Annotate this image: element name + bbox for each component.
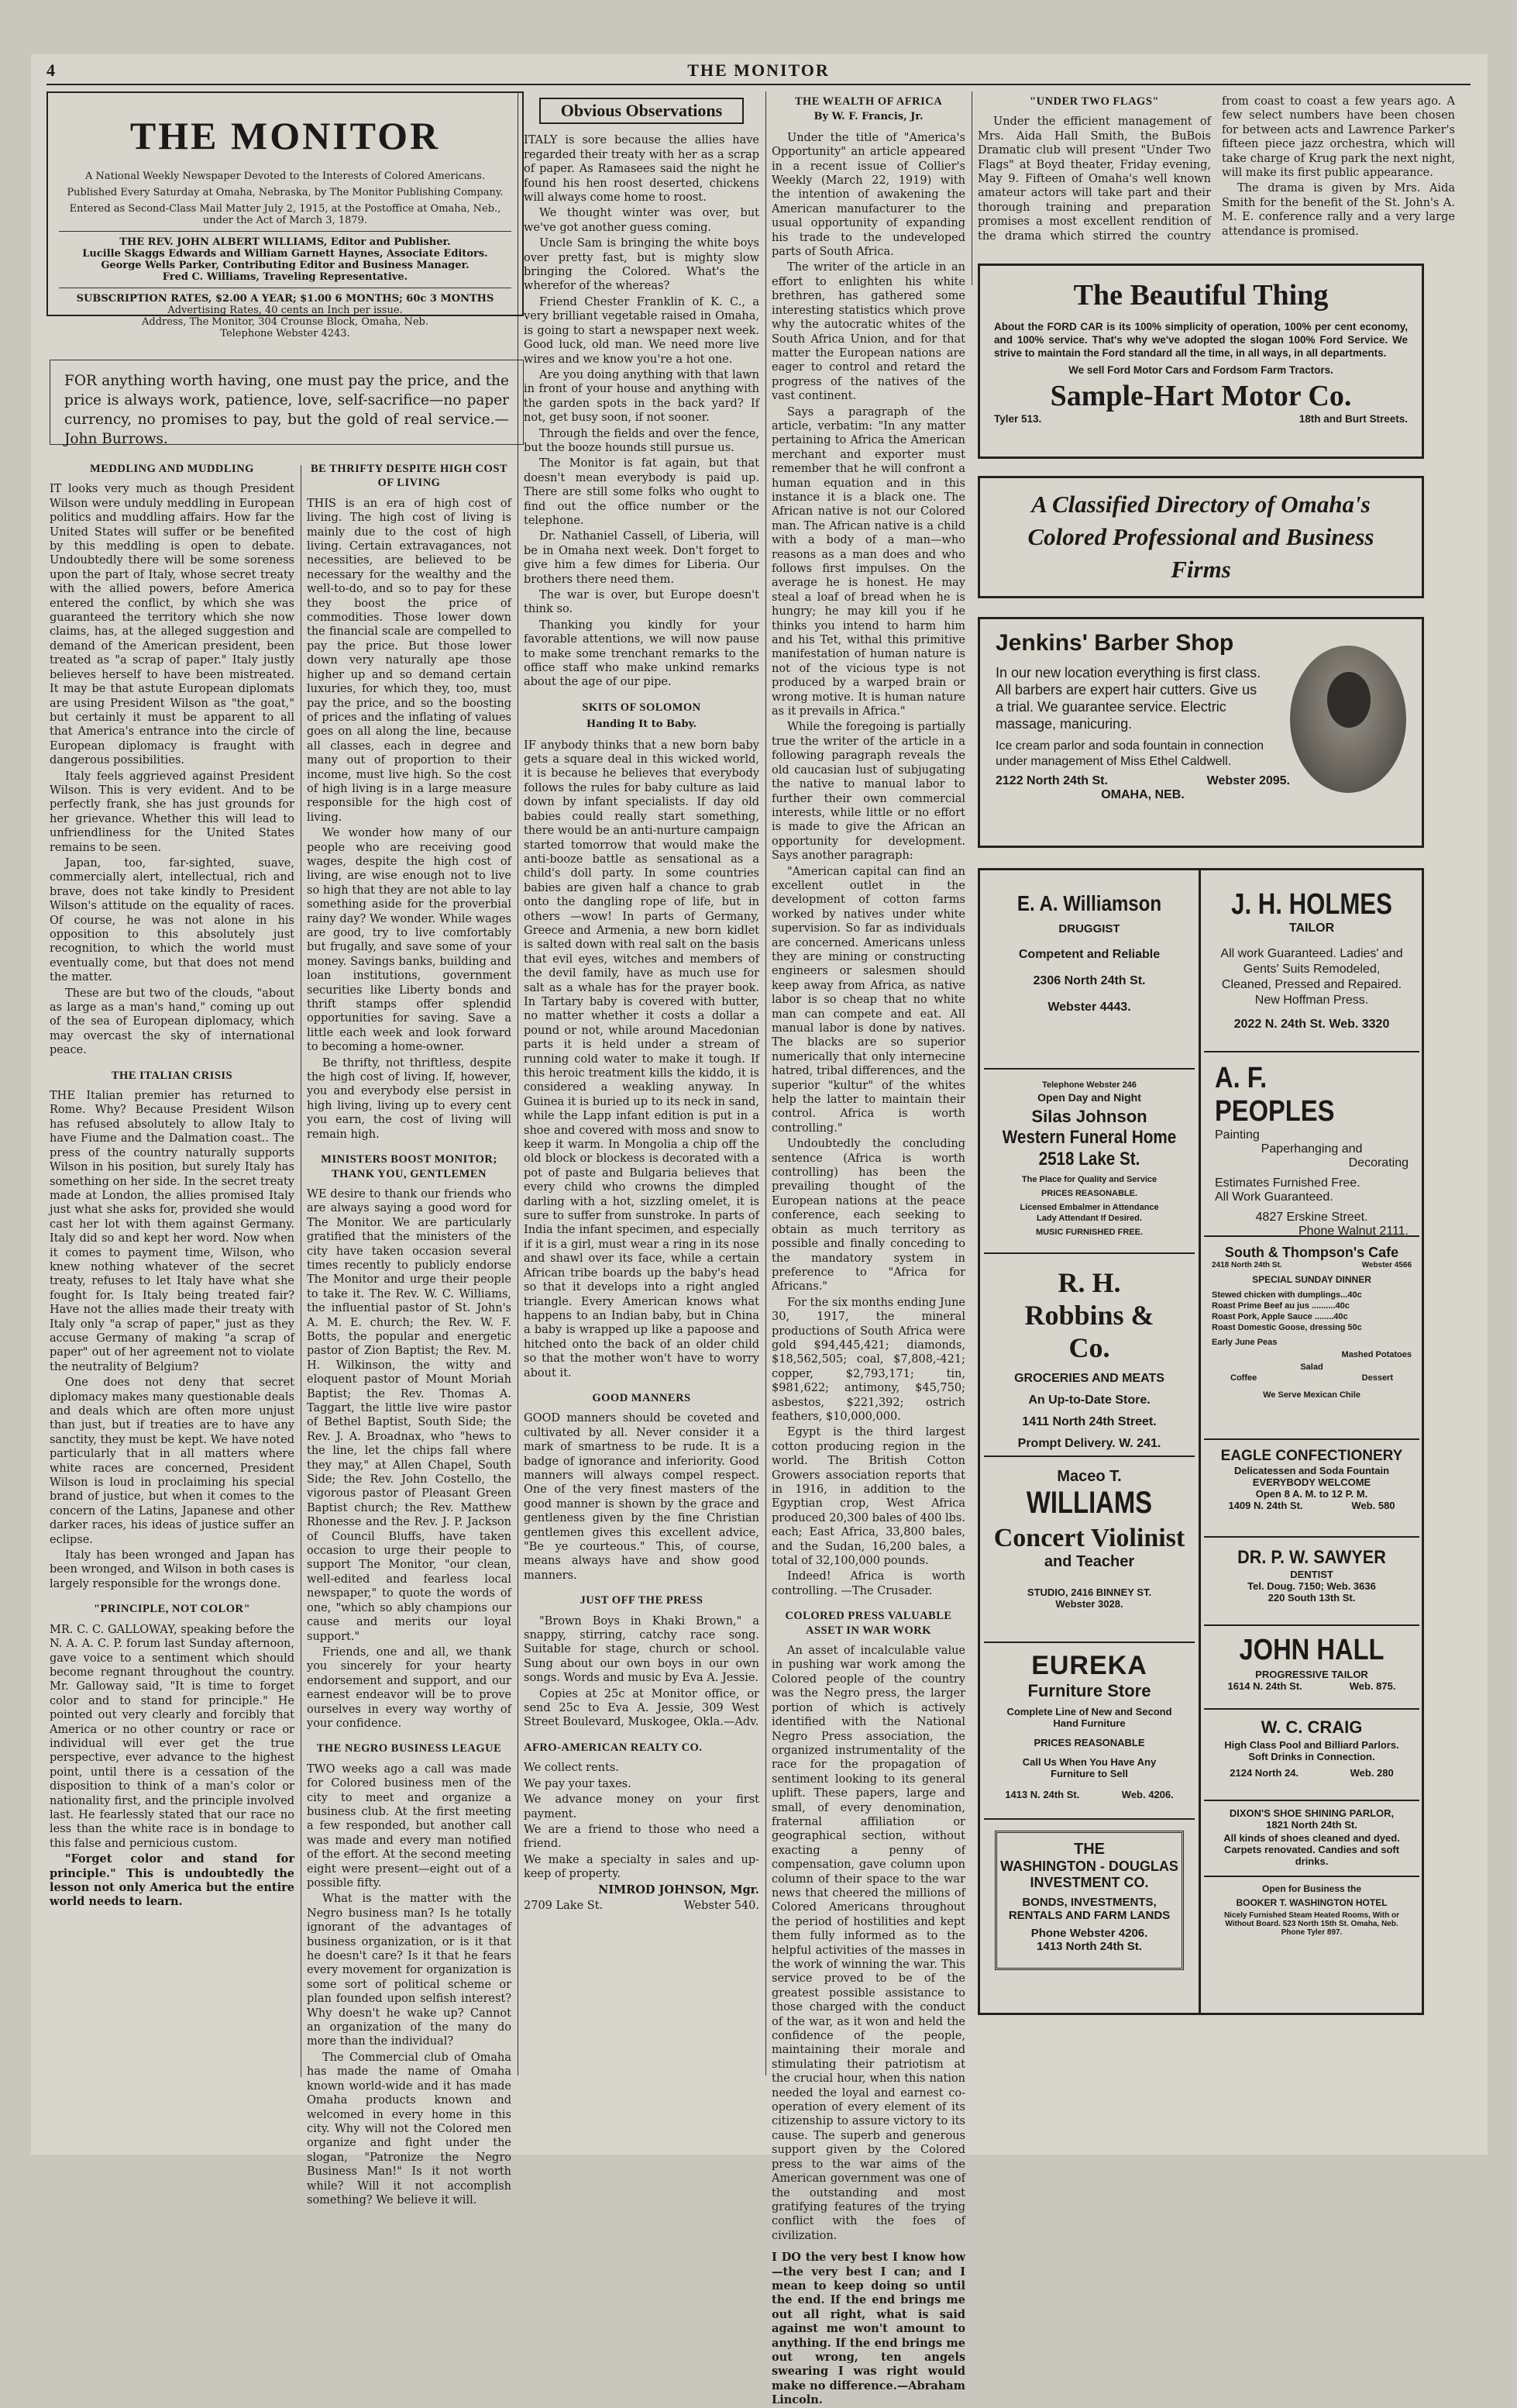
wd-l4: BONDS, INVESTMENTS, RENTALS AND FARM LANDS	[1008, 1896, 1171, 1922]
eureka-phone: Web. 4206.	[1121, 1789, 1174, 1800]
masthead-tagline: A National Weekly Newspaper Devoted to the Interests of Colored Americans.	[85, 171, 485, 182]
thrifty-p1: THIS is an era of high cost of living. The high cost of living is mainly due to the cost of high living. Certain extravagances, not necessities, are believed to be necessary for the wealthy and the well-to-do, and so to pay for these they boost the price of commodities. Those lower down the financial scale are compelled to pay the price. But those lower down very naturally ape those higher up and so demand certain luxuries, for which they, too, must pay the price, and so the boosting of prices and the inflating of values goes on all along the line, because all classes, each in degree and many out of proportion to their income, must live high. So the cost of high living is in a large measure responsible for the high cost of living.	[307, 497, 511, 824]
meddling-title: MEDDLING AND MUDDLING	[90, 463, 254, 475]
obvious-p5: Are you doing anything with that lawn in front of your house and anything with the garden spots in the back yard? If not, get busy soon, if not sooner.	[524, 368, 759, 425]
jenkins-city: OMAHA, NEB.	[1101, 788, 1185, 801]
craig-l1: High Class Pool and Billiard Parlors. Soft Drinks in Connection.	[1224, 1739, 1399, 1762]
ford-phone: Tyler 513.	[994, 413, 1042, 425]
cafe-menu-item: Mashed Potatoes	[1341, 1350, 1412, 1359]
skits-subtitle: Handing It to Baby.	[586, 718, 697, 731]
ford-tractors: We sell Ford Motor Cars and Fordsom Farm Tractors.	[1068, 364, 1333, 376]
jenkins-ad	[978, 617, 1424, 848]
realty-phone: Webster 540.	[683, 1899, 759, 1912]
thrifty-p3: Be thrifty, not thriftless, despite the high cost of living. If, however, you and everybody else persist in high living, living up to every cent you earn, the cost of living will remain high.	[307, 1056, 511, 1141]
cafe-phone: Webster 4566	[1361, 1261, 1412, 1269]
italian-p2: One does not deny that secret diplomacy makes many questionable deals and deals which are often more unjust than just, but if treaties are to have any sanctity, they must be kept. We have noted particularly that in all matters where white races are concerned, President Wilson is loud in proclaiming his special brand of justice, but when it comes to the concern of the Latins, Japanese and other darker races, his ideas of justice suffer an eclipse.	[50, 1376, 294, 1546]
realty-l2: We pay your taxes.	[524, 1777, 631, 1790]
booker-l1: Open for Business the	[1261, 1883, 1362, 1894]
eagle-address: 1409 N. 24th St.	[1228, 1500, 1303, 1511]
booker-body: Nicely Furnished Steam Heated Rooms, With or Without Board. 523 North 15th St. Omaha, Neb. Phone Tyler 897.	[1223, 1911, 1400, 1937]
colored-press-title: COLORED PRESS VALUABLE ASSET IN WAR WORK	[785, 1610, 952, 1637]
colored-press-p1: An asset of incalculable value in pushing war work among the Colored people of the country was the Negro press, the larger portion of which is actively identified with the National Negro Press association, the organized instrumentality of the race for the propagation of sentiment looking to its general uplift. These papers, large and small, of every denomination, fraternal affiliation or geographical section, without exacting a penny of compensation, gave column upon column of their space to the war news that cheered the millions of Colored Americans throughout the period of hostilities and kept them fully informed as to the helpful activities of the masses in the work of winning the war. This service proved to be of the greatest possible assistance to those charged with the conduct of the war, as it won and held the confidence of the people, maintaining their morale and stimulating their patriotism at the crucial hour, when this nation needed the loyal and earnest co-operation of every element of its citizenship to assure victory to its cause. The superb and generous support given by the Colored press to the war aims of the American government was one of the outstanding and most gratifying features of the trying conflict with the foes of civilization.	[772, 1645, 965, 2242]
sawyer-ad	[1204, 1538, 1419, 1626]
negro-business-title: THE NEGRO BUSINESS LEAGUE	[316, 1742, 502, 1755]
paper-name: THE MONITOR	[687, 60, 830, 80]
peoples-l5: All Work Guaranteed.	[1215, 1190, 1333, 1204]
obvious-title: Obvious Observations	[539, 98, 744, 124]
realty-l5: We make a specialty in sales and up-keep of property.	[524, 1853, 759, 1881]
obvious-p4: Friend Chester Franklin of K. C., a very brilliant vegetable raised in Omaha, is going to start a newspaper next week. Good luck, old man. We need more live wires and we know you're a hot one.	[524, 295, 759, 366]
column-3	[524, 95, 759, 2079]
peoples-address: 4827 Erskine Street.	[1255, 1211, 1368, 1224]
press-p2: Copies at 25c at Monitor office, or send 25c to Eva A. Jessie, 309 West Street Boulevard, Muskogee, Okla.—Adv.	[524, 1687, 759, 1729]
directory-title: A Classified Directory of Omaha's Colored Professional and Business Firms	[1027, 491, 1374, 583]
craig-address: 2124 North 24.	[1230, 1767, 1299, 1779]
two-flags-article	[978, 95, 1455, 288]
johnson-address: 2518 Lake St.	[1038, 1149, 1140, 1170]
principle-p1: MR. C. C. GALLOWAY, speaking before the N. A. A. C. P. forum last Sunday afternoon, gave voice to a sentiment which should become regnant throughout the country. Mr. Galloway said, "It is time to forget color and to stand for principle." He pointed out very clearly and forcibly that America or no other country or race or individual will ever get the true perspective, ever advance to the highest point, until there is a cessation of the disposition to think of a man's color or nationality first, and the principle involved last. He fearlessly stated that our race no less than the white race is in bondage to this false and pernicious custom.	[50, 1623, 294, 1850]
italian-crisis-title: THE ITALIAN CRISIS	[111, 1069, 233, 1082]
eureka-l2: PRICES REASONABLE	[1034, 1737, 1145, 1748]
page-number: 4	[46, 60, 57, 80]
africa-p1: Under the title of "America's Opportunity" an article appeared in a recent issue of Collier's Weekly (March 22, 1919) with the intention of awakening the American manufacturer to the usual opportunity of expanding his trade to the undeveloped parts of South Africa.	[772, 131, 965, 259]
booker-hotel-ad	[1204, 1877, 1419, 1937]
eagle-ad	[1204, 1440, 1419, 1538]
cafe-special: SPECIAL SUNDAY DINNER	[1252, 1274, 1371, 1285]
skits-p1: IF anybody thinks that a new born baby gets a square deal in this wicked world, it is because he believes that everybody follows the rules for baby culture as laid down by infant specialists. If day old babies could really start something, there would be an anti-nurture campaign started tomorrow that would make the anti-booze battle as sensational as a child's doll party. In some countries babies are given half a chance to grab onto the dangling rope of life, but in others —wow! In parts of Germany, Greece and Armenia, a new born kidlet is salted down with real salt on the basis that evil eyes, witches and members of the devil family, have as much use for salt as a whale has for the prayer book. In Tartary baby is covered with butter, no matter whether it costs a dollar a pound or not, while around Macedonian parts it is held under a stream of running cold water to make it tough. If this heroic treatment kills the kiddo, it is considered a weakling anyway. In Guinea it is buried up to its neck in sand, while the Lapp infant edition is put in a shoe and covered with moss and snow to keep it warm. In Mongolia a chip off the old block or blockess is decorated with a pot of paste and Bulgaria believes that every child who crowns the dimpled darling with a hot, sizzling omelet, it is sure to suffer from sunstroke. In parts of India the infant specimen, and especially if it is a girl, must wear a ring in its nose and shawl over its face, while a certain African tribe boards up the baby's head so that it develops into a right angled triangle. Every American knows what happens to an Indian baby, but in China a baby is wrapped up like a papoose and hitched onto the back of an older child so that the mother won't have to worry about it.	[524, 739, 759, 1380]
meddling-p4: These are but two of the clouds, "about as large as a man's hand," coming up out of the sea of European diplomacy, which may overcast the sky of international peace.	[50, 987, 294, 1057]
meddling-p3: Japan, too, far-sighted, suave, commercially alert, intellectual, rich and brave, does not take kindly to President Wilson's attitude on the equality of races. Of course, he was not alone in his opposition to this absolutely just recognition, to which the world must eventually come, but that does not mend the matter.	[50, 856, 294, 984]
williamson-phone: Webster 4443.	[1047, 1001, 1131, 1014]
masthead-entry: Entered as Second-Class Mail Matter July 2, 1915, at the Postoffice at Omaha, Neb., under the Act of March 3, 1879.	[69, 203, 501, 226]
column-1	[50, 462, 294, 2082]
williamson-slogan: Competent and Reliable	[1018, 948, 1161, 961]
washington-douglas-ad	[995, 1831, 1184, 1970]
robbins-l1: An Up-to-Date Store.	[1028, 1393, 1151, 1407]
masthead-manager: George Wells Parker, Contributing Editor and Business Manager.	[101, 260, 470, 271]
jenkins-phone: Webster 2095.	[1206, 774, 1290, 787]
sawyer-name: DR. P. W. SAWYER	[1237, 1547, 1386, 1568]
masthead-address: Address, The Monitor, 304 Crounse Block, Omaha, Neb.	[142, 316, 428, 328]
robbins-trade: GROCERIES AND MEATS	[1014, 1372, 1164, 1385]
cafe-menu-item: Salad	[1300, 1362, 1323, 1372]
ford-title: The Beautiful Thing	[1073, 279, 1329, 312]
johnson-l5: MUSIC FURNISHED FREE.	[1035, 1228, 1144, 1237]
peoples-l2: Paperhanging and	[1261, 1142, 1363, 1156]
lincoln-quote: I DO the very best I know how—the very best I can; and I mean to keep doing so until the end. If the end brings me out all right, what is said against me won't amount to anything. If the end brings me out wrong, ten angels swearing I was right would make no difference.—Abraham Lincoln.	[772, 2251, 965, 2407]
maceo-ad	[984, 1457, 1195, 1643]
holmes-name: J. H. HOLMES	[1231, 888, 1392, 921]
williamson-ad	[984, 891, 1195, 1070]
holmes-body: All work Guaranteed. Ladies' and Gents' Suits Remodeled, Cleaned, Pressed and Repaired. New Hoffman Press.	[1220, 947, 1403, 1007]
principle-title: "PRINCIPLE, NOT COLOR"	[93, 1603, 251, 1616]
hall-trade: PROGRESSIVE TAILOR	[1255, 1669, 1368, 1680]
column-rule	[765, 91, 766, 2076]
robbins-ad	[984, 1254, 1195, 1457]
holmes-trade: TAILOR	[1288, 922, 1335, 935]
hall-address: 1614 N. 24th St.	[1227, 1680, 1302, 1692]
williamson-name: E. A. Williamson	[1016, 891, 1162, 915]
obvious-p3: Uncle Sam is bringing the white boys over pretty fast, but is mighty slow bringing the Colored. What's the wherefor of the whereas?	[524, 237, 759, 293]
obvious-p10: Thanking you kindly for your favorable attentions, we will now pause to make some trenchant remarks to the office staff who make unkind remarks about the age of our pipe.	[524, 618, 759, 689]
johnson-business: Western Funeral Home	[1002, 1127, 1177, 1148]
eagle-l2: EVERYBODY WELCOME	[1252, 1476, 1371, 1488]
eureka-l3: Call Us When You Have Any Furniture to Sell	[1022, 1756, 1157, 1779]
ford-address: 18th and Burt Streets.	[1299, 413, 1408, 425]
johnson-phone: Telephone Webster 246	[1042, 1080, 1137, 1090]
cafe-footer: We Serve Mexican Chile	[1263, 1390, 1360, 1400]
italian-p1: THE Italian premier has returned to Rome. Why? Because President Wilson has refused absolutely to allow Italy to have Fiume and the Dalmation coast.. The press of the country naturally supports Wilson in his position, but surely Italy has something on her side. In the secret treaty made at London, the allies promised Italy just what she asks for, provided she would cast her lot with them against Germany. Italy did so and kept her word. Now when it comes to payment time, Wilson, who knew nothing whatever of the secret treaty, refuses to let Italy have what she fought for. Is Italy being treated fair? Have not the allies made their treaty with Italy only "a scrap of paper," just as they accuse Germany of making "a scrap of paper" out of her agreement not to violate the neutrality of Belgium?	[50, 1090, 294, 1373]
jenkins-extra: Ice cream parlor and soda fountain in connection under management of Miss Ethel Caldwell.	[996, 739, 1264, 768]
press-title: JUST OFF THE PRESS	[580, 1594, 703, 1607]
dixon-body: All kinds of shoes cleaned and dyed. Carpets renovated. Candies and soft drinks.	[1223, 1832, 1400, 1867]
masthead-advertising: Advertising Rates, 40 cents an Inch per issue.	[167, 305, 403, 316]
africa-byline: By W. F. Francis, Jr.	[814, 111, 924, 123]
peoples-phone: Phone Walnut 2111.	[1298, 1225, 1409, 1238]
eagle-name: EAGLE CONFECTIONERY	[1220, 1448, 1403, 1464]
ford-company: Sample-Hart Motor Co.	[1050, 380, 1352, 412]
robbins-name: R. H. Robbins & Co.	[1024, 1267, 1154, 1363]
robbins-address: 1411 North 24th Street.	[1022, 1415, 1157, 1428]
sawyer-phone: Tel. Doug. 7150; Web. 3636	[1247, 1580, 1376, 1592]
peoples-ad	[1204, 1052, 1419, 1237]
peoples-l3: Decorating	[1348, 1156, 1409, 1170]
meddling-p1: IT looks very much as though President Wilson were unduly meddling in European politics and muddling affairs. How far the United States will suffer or be benefited by this meddling is open to debate. Undoubtedly there will be some soreness upon the part of Italy, whose secret treaty with the allied powers, before America entered the conflict, by which she was guaranteed the territory which she now claims, has, at the alleged suggestion and demand of the American president, been treated as "a scrap of paper." Italy justly believes herself to have been mistreated. It may be that astute European diplomats are using President Wilson as "the goat," but certainly it must be apparent to all that America's entrance into the circle of European diplomacy is fraught with dangerous possibilities.	[50, 483, 294, 767]
dixon-ad	[1204, 1801, 1419, 1877]
ministers-p1: WE desire to thank our friends who are always saying a good word for The Monitor. We are particularly gratified that the ministers of the city have taken occasion several times recently to publicly endorse The Monitor and urge their people to take it. The Rev. W. C. Williams, the influential pastor of St. John's A. M. E. church; the Rev. W. F. Botts, the popular and energetic pastor of Zion Baptist; the Rev. M. H. Wilkinson, the witty and eloquent pastor of Mount Moriah Baptist; the Rev. Thomas A. Taggart, the little live wire pastor of Bethel Baptist, South Side; the Rev. J. A. Broadnax, who "hews to the line, let the chips fall where they may," at Allen Chapel, South Side; the Rev. John Costello, the vigorous pastor of Pleasant Green Baptist church; the Rev. Matthew Rhonesse and the Rev. J. P. Jackson of Council Bluffs, have taken occasion to urge their people to support The Monitor, "our clean, well-edited and fearless local newspaper," to quote the words of one, "which so ably champions our cause and merits our loyal support."	[307, 1187, 511, 1643]
cafe-name: South & Thompson's Cafe	[1224, 1245, 1399, 1260]
masthead-associates: Lucille Skaggs Edwards and William Garnett Haynes, Associate Editors.	[82, 248, 488, 260]
cafe-menu-item: Stewed chicken with dumplings...40c	[1212, 1290, 1362, 1300]
realty-l4: We are a friend to those who need a friend.	[524, 1823, 759, 1851]
williamson-address: 2306 North 24th St.	[1033, 974, 1146, 987]
africa-p4: While the foregoing is partially true the writer of the article in a following paragraph reveals the old caucasian lust of subjugating the native to manual labor to further their own commercial interests, while little or no effort is made to give the African an opportunity for development. Says another paragraph:	[772, 721, 965, 863]
ministers-title: MINISTERS BOOST MONITOR; THANK YOU, GENTLEMEN	[321, 1153, 497, 1180]
johnson-l3: Licensed Embalmer in Attendance	[1020, 1203, 1159, 1212]
manners-p1: GOOD manners should be coveted and cultivated by all. Never consider it a mark of smartness to be rude. It is a badge of ignorance and inferiority. Good manners will always compel respect. One of the very finest masters of the good manner is shown by the grace and gentleness given by the fine Christian gentlemen gives this excellent advice, "Be ye courteous." This, of course, means always have and show good manners.	[524, 1412, 759, 1582]
masthead-publisher: Published Every Saturday at Omaha, Nebraska, by The Monitor Publishing Company.	[67, 187, 504, 198]
eureka-address: 1413 N. 24th St.	[1005, 1789, 1080, 1800]
craig-ad	[1204, 1710, 1419, 1801]
realty-title: AFRO-AMERICAN REALTY CO.	[524, 1741, 703, 1754]
holmes-address: 2022 N. 24th St. Web. 3320	[1233, 1018, 1390, 1031]
obvious-p8: Dr. Nathaniel Cassell, of Liberia, will be in Omaha next week. Don't forget to give him a few dimes for Liberia. Our brothers there need them.	[524, 530, 759, 586]
africa-p9: Indeed! Africa is worth controlling. —The Crusader.	[772, 1570, 965, 1597]
maceo-studio: STUDIO, 2416 BINNEY ST.	[1027, 1586, 1152, 1598]
eagle-l1: Delicatessen and Soda Fountain	[1233, 1465, 1390, 1476]
cafe-ad	[1204, 1237, 1419, 1440]
williamson-trade: DRUGGIST	[1058, 922, 1120, 935]
africa-p3: Says a paragraph of the article, verbatim: "In any matter pertaining to Africa the American merchant and exporter must remember that he will confront a human equation and in this instance it is a black one. The African native is not our Colored man. The African native is a child with a body of a man—who reasons as a man does and who follows first impulses. On the average he is honest. He may steal a loaf of bread when he is hungry; he may kill you if he thinks you intend to harm him and his Tet, withal this primitive manifestation of human nature is not of the vicious type is not produced by a warped brain or wrong motive. It is human nature as it prevails in Africa."	[772, 405, 965, 718]
business-p2: What is the matter with the Negro business man? Is he totally ignorant of the advantages of business organization, or is it that he doesn't care? Is it that he fears every movement for organization is some sort of political scheme or plan founded upon selfish interest? Why doesn't he wake up? Cannot an organization of the many do more than the individual?	[307, 1893, 511, 2048]
wd-phone: Phone Webster 4206.	[1030, 1927, 1148, 1940]
peoples-name: A. F. PEOPLES	[1215, 1062, 1335, 1128]
johnson-name: Silas Johnson	[1031, 1107, 1147, 1126]
jenkins-body: In our new location everything is first class. All barbers are expert hair cutters. Give us a trial. We guarantee service. Electric massage, manicuring.	[996, 665, 1261, 732]
cafe-menu-item: Roast Prime Beef au jus ..........40c	[1212, 1301, 1350, 1311]
left-ads	[984, 876, 1195, 1970]
jenkins-address: 2122 North 24th St.	[996, 774, 1108, 787]
hall-name: JOHN HALL	[1239, 1634, 1385, 1666]
eagle-phone: Web. 580	[1351, 1500, 1395, 1511]
wd-l3: INVESTMENT CO.	[1030, 1875, 1149, 1890]
africa-p6: Undoubtedly the concluding sentence (Africa is worth controlling) has been the prevailing thought of the European nations at the peace conference, each seeking to obtain as much territory as possible and finally conceding to the mandatory system in preference to "Africa for Africans."	[772, 1138, 965, 1294]
realty-l1: We collect rents.	[524, 1762, 619, 1775]
robbins-l2: Prompt Delivery. W. 241.	[1017, 1437, 1161, 1450]
africa-p2: The writer of the article in an effort to enlighten his white brethren, has gathered some interesting statistics which prove why the autocratic whites of the South Africa Union, and for that matter the European nations are eager to control and retard the progress of the natives of the vast continent.	[772, 261, 965, 403]
italian-p3: Italy has been wronged and Japan has been wronged, and Wilson in both cases is largely responsible for the wrongs done.	[50, 1549, 294, 1590]
masthead-traveling: Fred C. Williams, Traveling Representative.	[162, 271, 408, 283]
obvious-p6: Through the fields and over the fence, but the booze hounds still pursue us.	[524, 427, 759, 454]
johnson-ad	[984, 1070, 1195, 1254]
wd-l2: WASHINGTON - DOUGLAS	[1000, 1859, 1178, 1874]
johnson-l1: The Place for Quality and Service	[1021, 1175, 1158, 1184]
africa-p7: For the six months ending June 30, 1917, the mineral productions of South Africa were gold $94,445,421; diamonds, $18,562,505; coal, $7,808,-421; copper, $2,793,171; tin, $981,622; antimony, $45,750; asbestos, $221,392; ostrich feathers, $10,000,000.	[772, 1296, 965, 1423]
hall-ad	[1204, 1626, 1419, 1710]
cafe-menu-item: Roast Pork, Apple Sauce ........40c	[1212, 1312, 1348, 1321]
cafe-menu-item: Coffee	[1230, 1373, 1257, 1383]
dixon-name: DIXON'S SHOE SHINING PARLOR, 1821 North 24th St.	[1229, 1807, 1395, 1831]
maceo-name: WILLIAMS	[1026, 1486, 1153, 1520]
johnson-hours: Open Day and Night	[1037, 1091, 1141, 1104]
principle-p2: "Forget color and stand for principle." This is undoubtedly the lesson not only America but the entire world needs to learn.	[50, 1852, 294, 1909]
masthead-title: THE MONITOR	[129, 114, 441, 157]
masthead-editor: THE REV. JOHN ALBERT WILLIAMS, Editor and Publisher.	[119, 236, 451, 248]
wd-address: 1413 North 24th St.	[1037, 1940, 1142, 1953]
africa-title: THE WEALTH OF AFRICA	[794, 95, 943, 108]
maceo-phone: Webster 3028.	[1055, 1598, 1123, 1610]
right-ads	[1204, 876, 1419, 1937]
business-p3: The Commercial club of Omaha has made the name of Omaha known world-wide and it has made Omaha products known and welcomed in every home in this city. Why will not the Colored men organize and fight under the slogan, "Patronize the Negro Business Man!" Is it not worth while? Will it not accomplish something? We believe it will.	[307, 2051, 511, 2206]
press-p1: "Brown Boys in Khaki Brown," a snappy, stirring, catchy race song. Suitable for stage, church or school. Sung about our own boys in our own songs. Words and music by Eva A. Jessie.	[524, 1614, 759, 1685]
obvious-p2: We thought winter was over, but we've got another guess coming.	[524, 207, 759, 234]
jenkins-title: Jenkins' Barber Shop	[996, 630, 1234, 656]
maceo-trade: Concert Violinist	[993, 1524, 1185, 1552]
barber-portrait	[1290, 646, 1406, 793]
craig-phone: Web. 280	[1350, 1767, 1394, 1779]
sawyer-trade: DENTIST	[1290, 1569, 1333, 1580]
realty-signature: NIMROD JOHNSON, Mgr.	[598, 1883, 759, 1896]
holmes-ad	[1204, 876, 1419, 1052]
column-2	[307, 462, 511, 2206]
running-header	[46, 60, 1471, 85]
johnson-l2: PRICES REASONABLE.	[1041, 1189, 1138, 1198]
masthead	[46, 91, 524, 339]
cafe-menu-item: Early June Peas	[1212, 1338, 1278, 1347]
obvious-p7: The Monitor is fat again, but that doesn't mean everybody is paid up. There are still some folks who ought to find out the office number or the telephone.	[524, 457, 759, 527]
peoples-l4: Estimates Furnished Free.	[1215, 1176, 1360, 1190]
africa-p8: Egypt is the third largest cotton producing region in the world. The British Cotton Growers association reports that in 1916, in addition to the Egyptian crop, West Africa produced 20,300 bales of 400 lbs. each; East Africa, 33,800 bales, and the Sudan, 16,200 bales, a total of 32,100,000 pounds.	[772, 1426, 965, 1568]
craig-name: W. C. CRAIG	[1261, 1717, 1363, 1737]
directory-banner	[978, 476, 1424, 598]
eureka-ad	[984, 1643, 1195, 1820]
eureka-l1: Complete Line of New and Second Hand Furniture	[1006, 1706, 1172, 1729]
hall-phone: Web. 875.	[1349, 1680, 1396, 1692]
thrifty-p2: We wonder how many of our people who are receiving good wages, despite the high cost of living, are wise enough not to live so high that they are not able to lay something aside for the proverbial rainy day? We wonder. While wages are good, try to live comfortably but frugally, and save some of your money. Savings banks, building and loan institutions, government securities like Liberty bonds and thrift stamps offer splendid opportunities for saving. Save a little each week and look forward to becoming a home-owner.	[307, 827, 511, 1054]
johnson-l4: Lady Attendant If Desired.	[1037, 1214, 1142, 1223]
ford-ad	[978, 264, 1424, 459]
thrifty-title: BE THRIFTY DESPITE HIGH COST OF LIVING	[310, 463, 508, 490]
ministers-p2: Friends, one and all, we thank you sincerely for your hearty endorsement and support, and our earnest endeavor will be to prove ourselves in every way worthy of your confidence.	[307, 1645, 511, 1730]
ford-body: About the FORD CAR is its 100% simplicity of operation, 100% per cent economy, and 100% service. That's why we've adopted the slogan 100% Ford Service. We strive to maintain the Ford standard all the time, in all ways, in all departments.	[994, 321, 1408, 359]
manners-title: GOOD MANNERS	[592, 1391, 691, 1404]
two-flags-p2: The drama is given by Mrs. Aida Smith for the benefit of the St. John's A. M. E. conference rally and a very large attendance is promised.	[1222, 182, 1455, 238]
obvious-p1: ITALY is sore because the allies have regarded their treaty with her as a scrap of paper. As Ramasees said the night he found his hen roost deserted, chickens will always come home to roost.	[524, 134, 759, 205]
booker-name: BOOKER T. WASHINGTON HOTEL	[1236, 1897, 1388, 1908]
realty-address: 2709 Lake St.	[524, 1899, 604, 1912]
cafe-address: 2418 North 24th St.	[1212, 1261, 1282, 1269]
eagle-l3: Open 8 A. M. to 12 P. M.	[1255, 1488, 1368, 1500]
eureka-sub: Furniture Store	[1027, 1681, 1151, 1700]
skits-title: SKITS OF SOLOMON	[582, 701, 701, 714]
africa-p5: "American capital can find an excellent outlet in the development of cotton farms worked by natives under white supervision. So far as individuals are concerned. Americans unless they are mining or constructing engineers or salesmen should keep away from Africa, as native labor is so cheap that no white man can compete and eat. All manual labor is done by natives. The blacks are so superior numerically that only internecine hatred, tribal differences, and the superior "kultur" of the whites help the latter to maintain their control. Africa is worth controlling."	[772, 865, 965, 1135]
eureka-name: EUREKA	[1031, 1651, 1147, 1680]
column-4	[772, 95, 965, 2407]
maceo-first: Maceo T.	[1057, 1468, 1122, 1485]
maceo-trade2: and Teacher	[1044, 1553, 1135, 1570]
meddling-p2: Italy feels aggrieved against President Wilson. This is very evident. And to be perfectly frank, she has just grounds for her grievance. Whether this will lead to unfriendliness for the United States remains to be seen.	[50, 770, 294, 854]
two-flags-p1: Under the efficient management of Mrs. Aida Hall Smith, the BuBois Dramatic club will present "Under Two Flags" at Boyd theater, Friday evening, May 9. Fifteen of Omaha's well known amateur actors will take part and their thorough training and preparation promises a most excellent rendition of the drama which stirred the country from coast to coast a few years ago. A few select numbers have been chosen for between acts and Lawrence Parker's fifteen piece jazz orchestra, which will take charge of Krug park the next night, will make its first public appearance.	[978, 95, 1455, 243]
cafe-menu-item: Dessert	[1361, 1373, 1393, 1383]
cafe-menu-item: Roast Domestic Goose, dressing 50c	[1212, 1323, 1362, 1332]
business-p1: TWO weeks ago a call was made for Colored business men of the city to meet and organize a business club. At the first meeting a few responded, but another call was made and every man notified of the effort. At the second meeting eight were present—eight out of a possible fifty.	[307, 1762, 511, 1890]
realty-l3: We advance money on your first payment.	[524, 1793, 759, 1821]
sawyer-address: 220 South 13th St.	[1268, 1592, 1356, 1604]
burroughs-quote: FOR anything worth having, one must pay the price, and the price is always work, patience, love, self-sacrifice—no paper currency, no promises to pay, but the gold of real service.—John Burrows.	[50, 360, 524, 445]
masthead-rates: SUBSCRIPTION RATES, $2.00 A YEAR; $1.00 6 MONTHS; 60c 3 MONTHS	[76, 293, 494, 305]
wd-l1: THE	[1074, 1841, 1105, 1858]
obvious-p9: The war is over, but Europe doesn't think so.	[524, 589, 759, 616]
two-flags-title: "UNDER TWO FLAGS"	[1030, 95, 1159, 108]
peoples-l1: Painting	[1215, 1128, 1260, 1142]
masthead-telephone: Telephone Webster 4243.	[220, 328, 350, 339]
